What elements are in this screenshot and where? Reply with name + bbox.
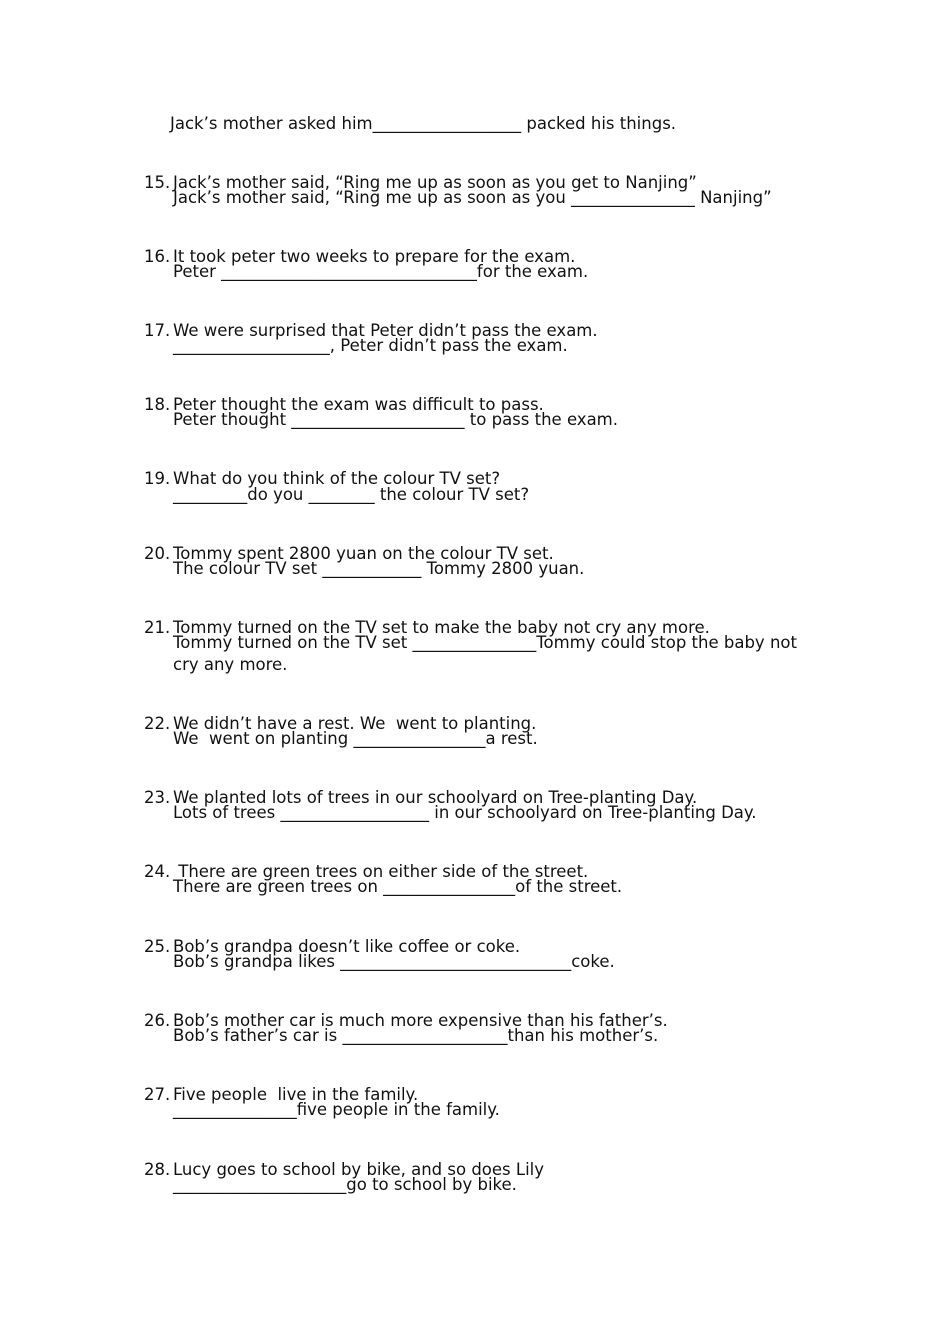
question-number: 21. bbox=[144, 618, 171, 637]
answer-line-26: Bob’s father’s car is ____________________than his mother’s. bbox=[173, 1026, 659, 1045]
question-text: Bob’s mother car is much more expensive than his father’s. bbox=[173, 1011, 668, 1030]
question-number: 16. bbox=[144, 247, 171, 266]
question-text: We didn’t have a rest. We went to planting. bbox=[173, 714, 537, 733]
answer-line-21: Tommy turned on the TV set _______________Tommy could stop the baby not cry any more. bbox=[173, 633, 797, 674]
question-number: 20. bbox=[144, 544, 171, 563]
answer-line-18: Peter thought _____________________ to pass the exam. bbox=[173, 410, 618, 429]
question-text: Five people live in the family. bbox=[173, 1085, 419, 1104]
answer-line-15: Jack’s mother said, “Ring me up as soon as you _______________ Nanjing” bbox=[173, 188, 772, 207]
question-number: 26. bbox=[144, 1011, 171, 1030]
answer-line-27: _______________five people in the family. bbox=[173, 1100, 500, 1119]
question-text: Lucy goes to school by bike, and so does Lily bbox=[173, 1160, 545, 1179]
question-text: Peter thought the exam was difficult to pass. bbox=[173, 395, 544, 414]
answer-line-16: Peter _______________________________for the exam. bbox=[173, 262, 589, 281]
answer-line-25: Bob’s grandpa likes ____________________________coke. bbox=[173, 952, 615, 971]
question-number: 23. bbox=[144, 788, 171, 807]
question-number: 22. bbox=[144, 714, 171, 733]
question-number: 24. bbox=[144, 862, 171, 881]
question-number: 28. bbox=[144, 1160, 171, 1179]
question-number: 17. bbox=[144, 321, 171, 340]
answer-line-24: There are green trees on ________________of the street. bbox=[173, 877, 623, 896]
answer-line-19: _________do you ________ the colour TV set? bbox=[173, 485, 530, 504]
question-text: Tommy spent 2800 yuan on the colour TV set. bbox=[173, 544, 554, 563]
question-number: 19. bbox=[144, 469, 171, 488]
question-text: Bob’s grandpa doesn’t like coffee or coke. bbox=[173, 937, 521, 956]
answer-line-22: We went on planting ________________a rest. bbox=[173, 729, 538, 748]
question-text: Tommy turned on the TV set to make the baby not cry any more. bbox=[173, 618, 710, 637]
question-number: 25. bbox=[144, 937, 171, 956]
question-number: 27. bbox=[144, 1085, 171, 1104]
intro-answer-line: Jack’s mother asked him__________________ packed his things. bbox=[170, 114, 677, 133]
answer-line-23: Lots of trees __________________ in our schoolyard on Tree-planting Day. bbox=[173, 803, 757, 822]
question-text: There are green trees on either side of the street. bbox=[173, 862, 589, 881]
question-text: We planted lots of trees in our schoolyard on Tree-planting Day. bbox=[173, 788, 698, 807]
question-text: It took peter two weeks to prepare for the exam. bbox=[173, 247, 576, 266]
question-text: We were surprised that Peter didn’t pass the exam. bbox=[173, 321, 598, 340]
question-text: What do you think of the colour TV set? bbox=[173, 469, 501, 488]
question-number: 18. bbox=[144, 395, 171, 414]
question-number: 15. bbox=[144, 173, 171, 192]
question-text: Jack’s mother said, “Ring me up as soon as you get to Nanjing” bbox=[173, 173, 697, 192]
answer-line-28: _____________________go to school by bike. bbox=[173, 1175, 517, 1194]
answer-line-20: The colour TV set ____________ Tommy 2800 yuan. bbox=[173, 559, 585, 578]
answer-line-17: ___________________, Peter didn’t pass the exam. bbox=[173, 336, 568, 355]
